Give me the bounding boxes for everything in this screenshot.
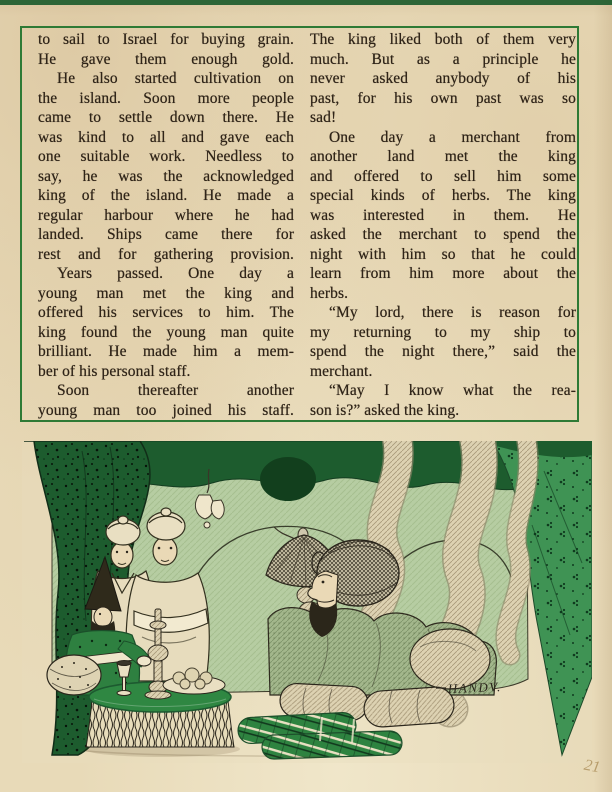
text-line: asked the merchant to spend the <box>310 226 576 243</box>
text-line: He gave them enough gold. <box>38 50 294 68</box>
text-line: Years passed. One day a <box>57 265 294 282</box>
text-line: Soon thereafter another <box>57 382 294 399</box>
text-line: sad! <box>310 109 337 126</box>
text-line: merchant. <box>310 362 373 380</box>
text-line: king found the young man quite <box>38 323 294 341</box>
text-line: past, for his own past was so <box>310 89 576 107</box>
text-line: young man too joined his staff. <box>38 401 294 419</box>
page-top-edge-band <box>0 0 612 5</box>
text-line: herbs. <box>310 284 349 302</box>
text-line: spend the night there,” said the <box>310 343 576 360</box>
text-line: ber of his personal staff. <box>38 362 191 380</box>
text-line: offered his services to him. The <box>38 304 294 321</box>
text-line: He also started cultivation on <box>57 70 294 87</box>
text-line: rest and for gathering provision. <box>38 245 294 263</box>
text-line: “May I know what the rea- <box>329 382 576 399</box>
text-line: the island. Soon more people <box>38 89 294 107</box>
text-line: never asked anybody of his <box>310 70 576 87</box>
text-line: special kinds of herbs. The king <box>310 187 576 204</box>
text-line: and offered to sell him some <box>310 167 576 185</box>
text-line: young man met the king and <box>38 284 294 302</box>
page-number-annotation: 21 <box>582 756 602 777</box>
text-line: was kind to all and gave each <box>38 128 294 146</box>
basket <box>47 655 101 695</box>
text-line: night with him so that he could <box>310 245 576 263</box>
text-line: was interested in them. He <box>310 206 576 224</box>
text-line: learn from him more about the <box>310 265 576 282</box>
text-line: regular harbour where he had <box>38 206 294 224</box>
text-line: son is?” asked the king. <box>310 401 460 419</box>
text-line: king of the island. He made a <box>38 187 294 204</box>
story-text-frame <box>20 26 579 422</box>
text-line: another land met the king <box>310 148 576 165</box>
text-line: one suitable work. Needless to <box>38 148 294 165</box>
text-line: “My lord, there is reason for <box>329 304 576 321</box>
svg-text:HANDV.: HANDV. <box>447 679 502 696</box>
text-column-right <box>302 30 577 420</box>
text-line: much. But as a principle he <box>310 50 576 68</box>
story-illustration <box>22 441 592 763</box>
text-line: my returning to my ship to <box>310 323 576 341</box>
text-line: The king liked both of them very <box>310 31 576 48</box>
text-column-left <box>22 30 302 420</box>
text-line: landed. Ships came there for <box>38 226 294 243</box>
text-line: to sail to Israel for buying grain. <box>38 31 294 48</box>
text-line: One day a merchant from <box>329 128 576 146</box>
text-line: say, he was the acknowledged <box>38 167 294 185</box>
illustration-canvas <box>22 441 592 763</box>
text-line: brilliant. He made him a mem- <box>38 343 294 360</box>
text-line: came to settle down there. He <box>38 109 294 126</box>
